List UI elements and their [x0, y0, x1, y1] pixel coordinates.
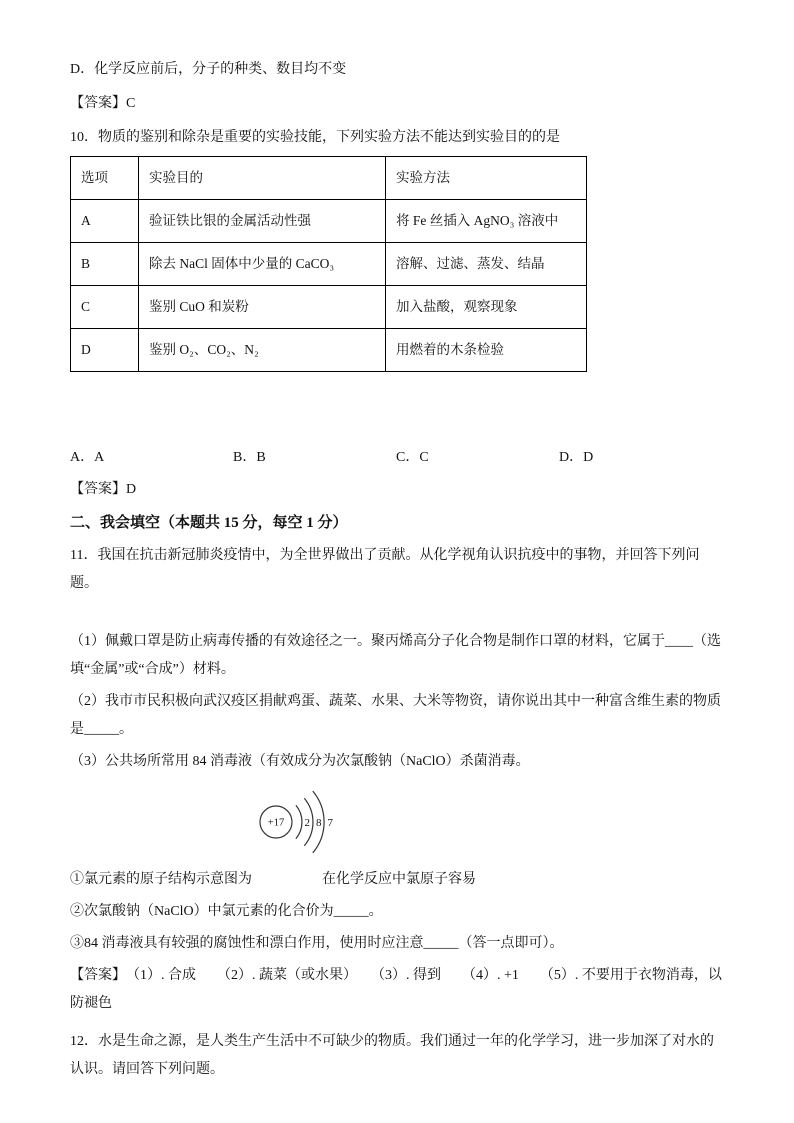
q10-table [70, 156, 587, 372]
atomic-structure-diagram [250, 780, 726, 866]
answer-q9: 【答案】C [70, 96, 136, 111]
electron-shell-arc-1 [296, 805, 302, 838]
choice-c: C．C [396, 450, 429, 465]
cell-method: 将 Fe 丝插入 AgNO₃ 溶液中 [386, 200, 587, 243]
cell-method: 用燃着的木条检验 [386, 329, 587, 372]
cell-purpose: 验证铁比银的金属活动性强 [139, 200, 386, 243]
q10-choices [70, 444, 726, 472]
table-row [71, 286, 587, 329]
table-row [71, 329, 587, 372]
answer-q11: 【答案】 （1）. 合成 （2）. 蔬菜（或水果） （3）. 得到 （4）. +1 （5）. 不要用于衣物消毒，以防褪色 [70, 968, 722, 1011]
cell-method: 加入盐酸，观察现象 [386, 286, 587, 329]
nucleus-charge-label: +17 [267, 817, 285, 829]
option-d-line: D．化学反应前后，分子的种类、数目均不变 [70, 62, 347, 77]
col-header-purpose: 实验目的 [139, 157, 386, 200]
q10-stem: 10．物质的鉴别和除杂是重要的实验技能，下列实验方法不能达到实验目的的是 [70, 130, 560, 145]
cell-option: C [71, 286, 139, 329]
q11-stem: 11．我国在抗击新冠肺炎疫情中，为全世界做出了贡献。从化学视角认识抗疫中的事物，并回答下列问题。 [70, 548, 700, 591]
section-2-title: 二、我会填空（本题共 15 分，每空 1 分） [70, 515, 348, 531]
cell-method: 溶解、过滤、蒸发、结晶 [386, 243, 587, 286]
q12-stem: 12．水是生命之源，是人类生产生活中不可缺少的物质。我们通过一年的化学学习，进一步加深了对水的认识。请回答下列问题。 [70, 1034, 714, 1077]
table-row [71, 200, 587, 243]
q11-part1: （1）佩戴口罩是防止病毒传播的有效途径之一。聚丙烯高分子化合物是制作口罩的材料，它属于____（选填“金属”或“合成”）材料。 [70, 634, 721, 677]
q11-sub2: ②次氯酸钠（NaClO）中氯元素的化合价为_____。 [70, 904, 383, 919]
col-header-option: 选项 [71, 157, 139, 200]
atom-diagram-svg [250, 780, 350, 864]
choice-d: D．D [559, 450, 594, 465]
table-header-row [71, 157, 587, 200]
q11-sub3: ③84 消毒液具有较强的腐蚀性和漂白作用，使用时应注意_____（答一点即可）。 [70, 936, 564, 951]
choice-a: A．A [70, 450, 105, 465]
shell-2-count: 8 [316, 817, 322, 829]
col-header-method: 实验方法 [386, 157, 587, 200]
cell-purpose: 除去 NaCl 固体中少量的 CaCO₃ [139, 243, 386, 286]
q11-sub1-left: ①氯元素的原子结构示意图为 [70, 872, 252, 887]
q11-sub1-right: 在化学反应中氯原子容易 [322, 872, 476, 887]
answer-q10: 【答案】D [70, 482, 137, 497]
cell-option: D [71, 329, 139, 372]
cell-option: A [71, 200, 139, 243]
q11-part3: （3）公共场所常用 84 消毒液（有效成分为次氯酸钠（NaClO）杀菌消毒。 [70, 754, 530, 769]
cell-purpose: 鉴别 O₂、CO₂、N₂ [139, 329, 386, 372]
cell-purpose: 鉴别 CuO 和炭粉 [139, 286, 386, 329]
shell-3-count: 7 [327, 817, 333, 829]
q11-sub1 [70, 866, 726, 894]
table-row [71, 243, 587, 286]
shell-1-count: 2 [304, 817, 310, 829]
q11-part2: （2）我市市民积极向武汉疫区捐献鸡蛋、蔬菜、水果、大米等物资，请你说出其中一种富含维生素的物质是_____。 [70, 694, 721, 737]
choice-b: B．B [233, 450, 266, 465]
cell-option: B [71, 243, 139, 286]
